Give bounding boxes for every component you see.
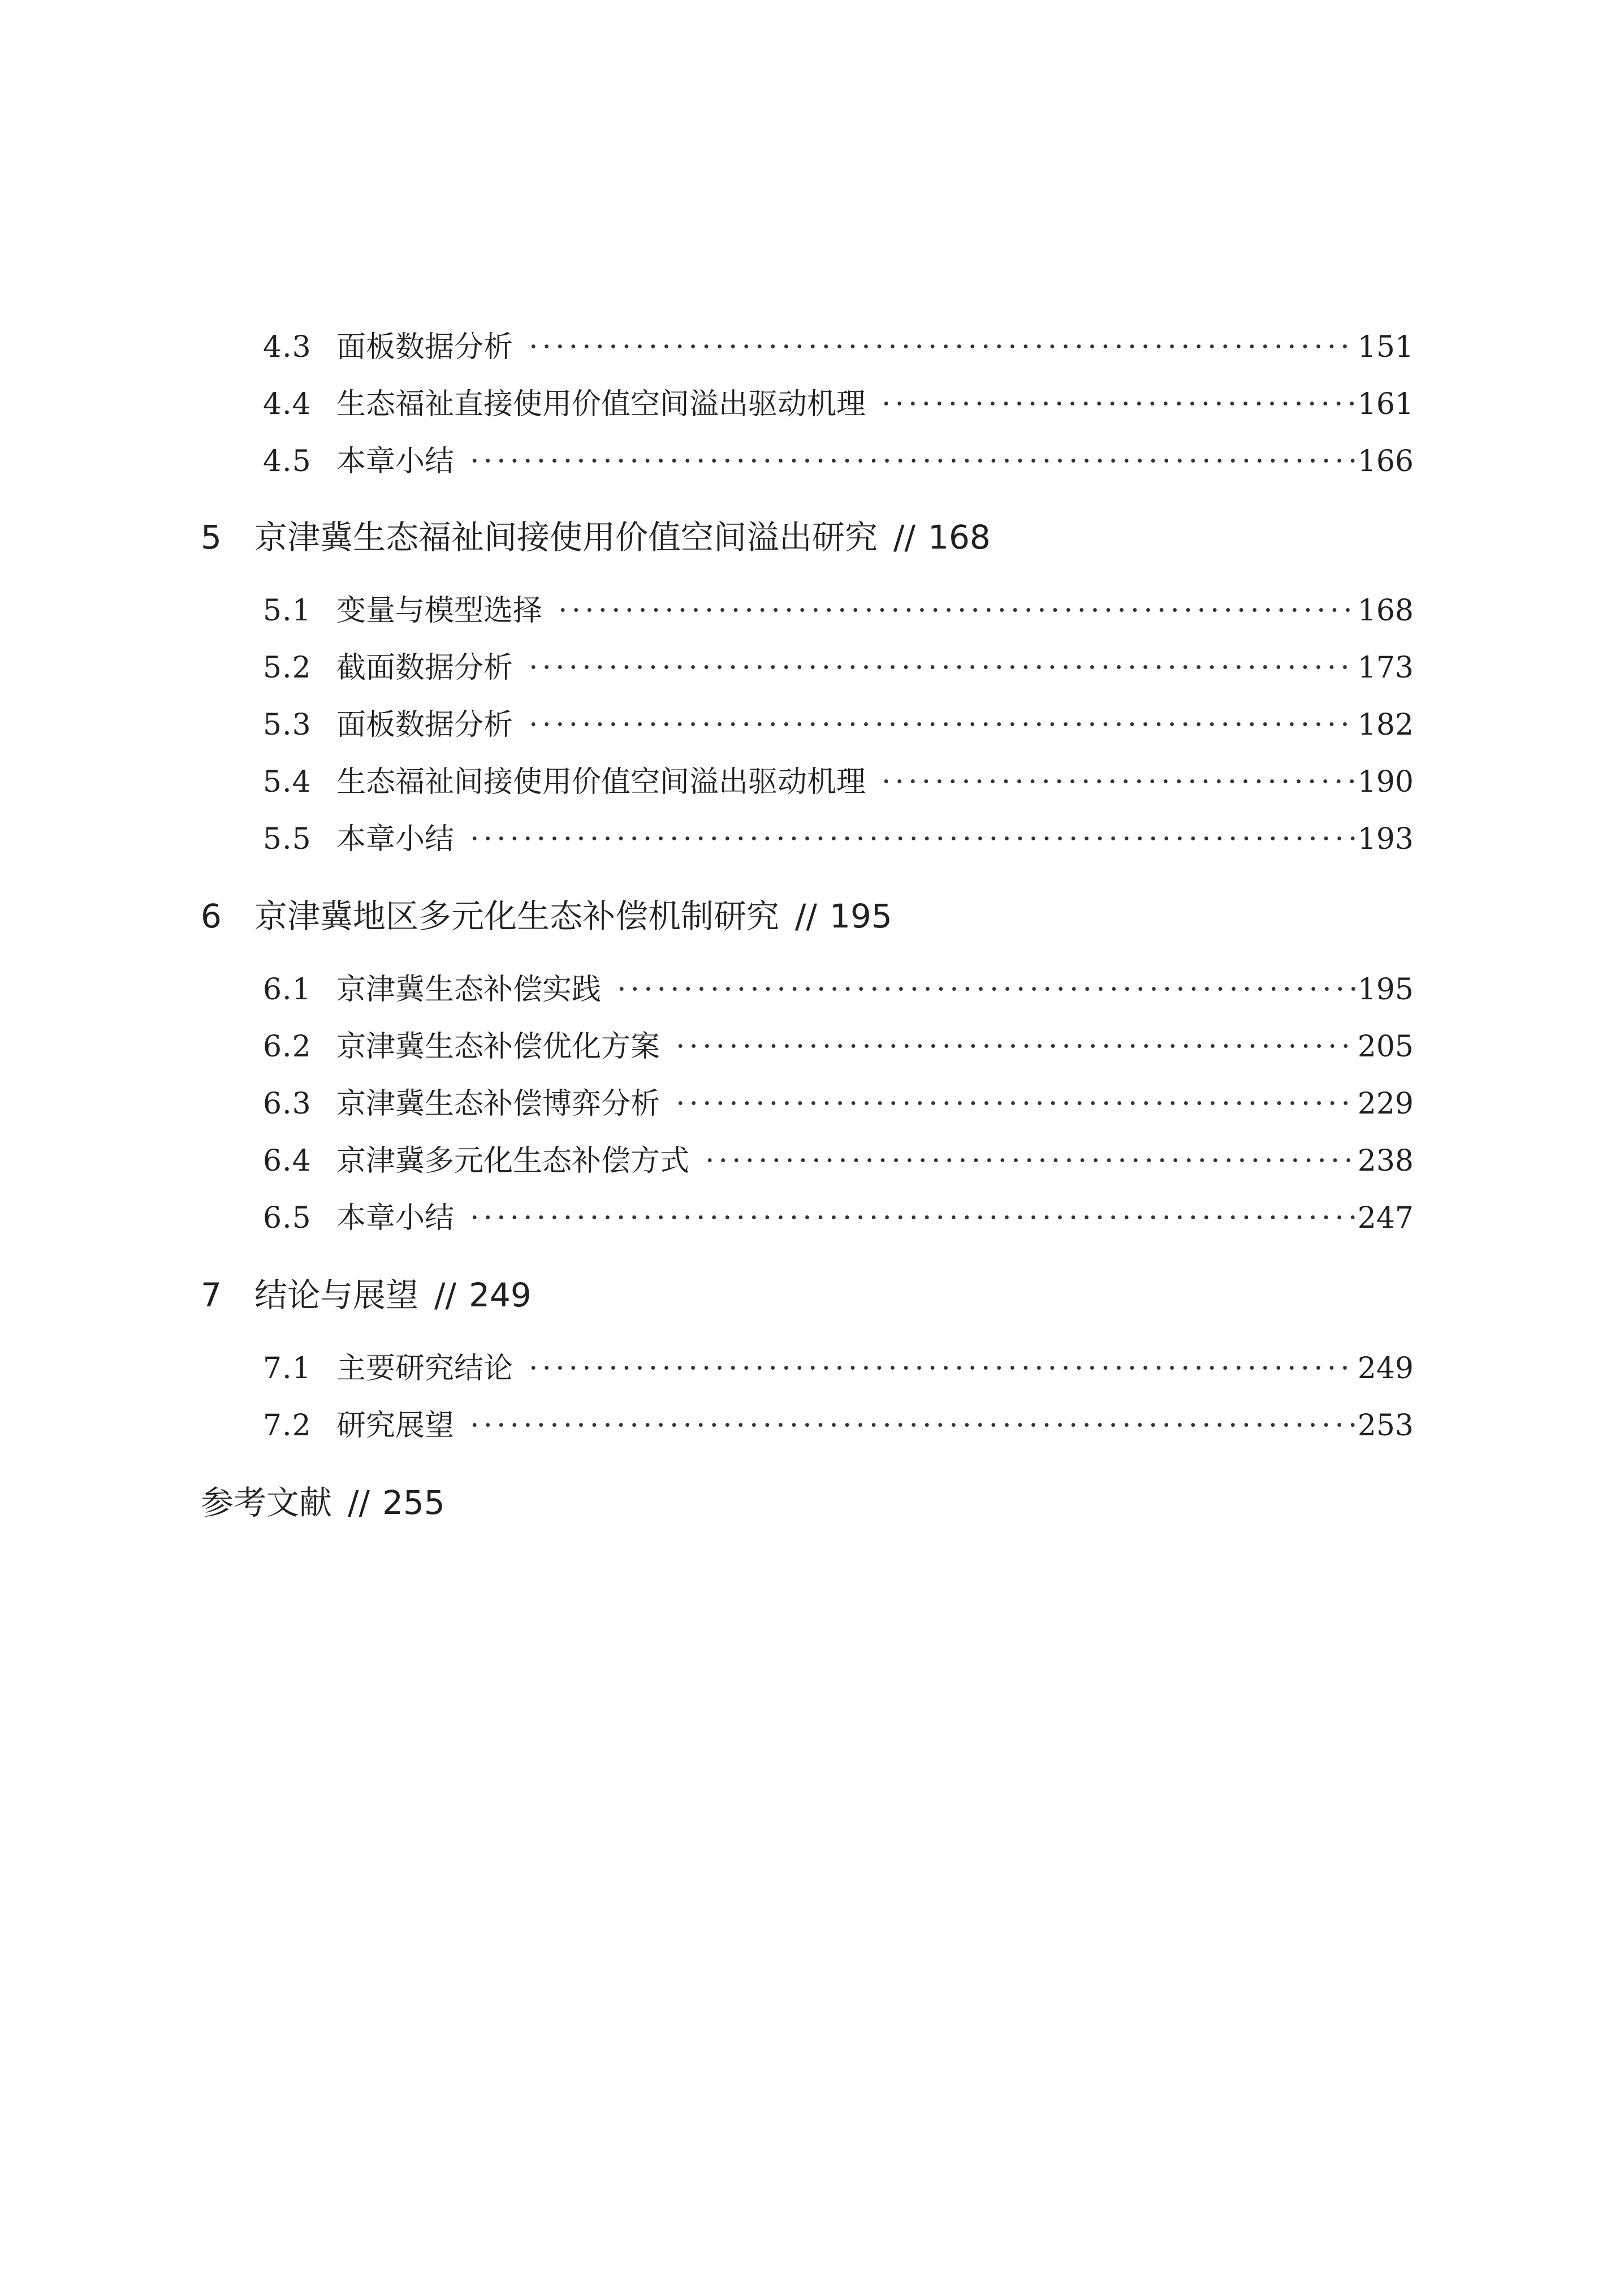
section-title: 主要研究结论 (336, 1352, 513, 1386)
toc-entry-4-4[interactable] (263, 382, 1414, 427)
toc-entry-5-2[interactable] (263, 645, 1414, 691)
toc-entry-4-5[interactable] (263, 439, 1414, 484)
toc-chapter-6[interactable] (201, 891, 892, 942)
page-number: 193 (1357, 822, 1414, 856)
references-separator: // (348, 1483, 370, 1522)
dot-leader (470, 817, 1355, 862)
toc-entry-6-2[interactable] (263, 1024, 1414, 1069)
section-title: 京津冀生态补偿实践 (336, 973, 602, 1007)
section-title: 本章小结 (336, 445, 455, 478)
toc-entry-6-3[interactable] (263, 1081, 1414, 1127)
chapter-number: 5 (201, 518, 222, 556)
section-title: 面板数据分析 (336, 708, 513, 742)
section-number: 6.2 (263, 1030, 312, 1064)
dot-leader (882, 382, 1355, 427)
toc-entry-5-1[interactable] (263, 588, 1414, 633)
toc-entry-7-2[interactable] (263, 1403, 1414, 1448)
toc-chapter-7[interactable] (201, 1270, 532, 1321)
toc-references[interactable] (201, 1477, 445, 1528)
page-number: 161 (1357, 387, 1414, 421)
section-number: 5.4 (263, 765, 312, 799)
page-number: 190 (1357, 765, 1414, 799)
dot-leader (617, 967, 1355, 1012)
section-number: 4.5 (263, 445, 312, 478)
references-title: 参考文献 (201, 1483, 332, 1522)
section-number: 5.1 (263, 594, 312, 628)
section-title: 京津冀生态补偿博弈分析 (336, 1087, 660, 1121)
dot-leader (470, 1403, 1355, 1448)
section-number: 5.3 (263, 708, 312, 742)
section-title: 研究展望 (336, 1409, 455, 1443)
page-number: 253 (1357, 1409, 1414, 1443)
page-number: 249 (1357, 1352, 1414, 1386)
chapter-page: 168 (928, 518, 991, 556)
dot-leader (882, 760, 1355, 805)
toc-entry-6-5[interactable] (263, 1196, 1414, 1241)
dot-leader (558, 588, 1355, 633)
chapter-separator: // (795, 897, 818, 935)
dot-leader (529, 325, 1355, 370)
dot-leader (470, 1196, 1355, 1241)
page-number: 195 (1357, 973, 1414, 1007)
section-title: 变量与模型选择 (336, 594, 543, 628)
section-title: 京津冀生态补偿优化方案 (336, 1030, 660, 1064)
toc-entry-4-3[interactable] (263, 325, 1414, 370)
references-page: 255 (382, 1483, 445, 1522)
section-title: 生态福祉间接使用价值空间溢出驱动机理 (336, 765, 866, 799)
section-number: 7.2 (263, 1409, 312, 1443)
page-number: 205 (1357, 1030, 1414, 1064)
dot-leader (470, 439, 1355, 484)
section-number: 7.1 (263, 1352, 312, 1386)
dot-leader (529, 1346, 1355, 1391)
section-number: 6.3 (263, 1087, 312, 1121)
page-number: 151 (1357, 330, 1414, 364)
toc-chapter-5[interactable] (201, 512, 991, 563)
section-number: 4.3 (263, 330, 312, 364)
toc-entry-5-5[interactable] (263, 817, 1414, 862)
dot-leader (529, 645, 1355, 691)
chapter-title: 结论与展望 (254, 1276, 419, 1314)
chapter-title: 京津冀地区多元化生态补偿机制研究 (254, 897, 780, 935)
section-number: 5.2 (263, 651, 312, 685)
section-title: 截面数据分析 (336, 651, 513, 685)
dot-leader (529, 702, 1355, 748)
section-title: 生态福祉直接使用价值空间溢出驱动机理 (336, 387, 866, 421)
dot-leader (705, 1138, 1355, 1184)
section-number: 4.4 (263, 387, 312, 421)
chapter-number: 6 (201, 897, 222, 935)
section-title: 本章小结 (336, 822, 455, 856)
section-title: 京津冀多元化生态补偿方式 (336, 1144, 690, 1178)
page-number: 166 (1357, 445, 1414, 478)
section-number: 5.5 (263, 822, 312, 856)
dot-leader (676, 1081, 1355, 1127)
dot-leader (676, 1024, 1355, 1069)
section-number: 6.4 (263, 1144, 312, 1178)
toc-entry-6-1[interactable] (263, 967, 1414, 1012)
chapter-page: 249 (469, 1276, 532, 1314)
page-number: 229 (1357, 1087, 1414, 1121)
section-number: 6.1 (263, 973, 312, 1007)
toc-entry-7-1[interactable] (263, 1346, 1414, 1391)
section-title: 面板数据分析 (336, 330, 513, 364)
chapter-page: 195 (830, 897, 892, 935)
section-title: 本章小结 (336, 1201, 455, 1235)
section-number: 6.5 (263, 1201, 312, 1235)
chapter-separator: // (434, 1276, 457, 1314)
toc-entry-5-4[interactable] (263, 760, 1414, 805)
page-number: 247 (1357, 1201, 1414, 1235)
page-number: 173 (1357, 651, 1414, 685)
toc-entry-5-3[interactable] (263, 702, 1414, 748)
chapter-number: 7 (201, 1276, 222, 1314)
page-number: 238 (1357, 1144, 1414, 1178)
page-number: 182 (1357, 708, 1414, 742)
page-number: 168 (1357, 594, 1414, 628)
toc-entry-6-4[interactable] (263, 1138, 1414, 1184)
chapter-separator: // (893, 518, 916, 556)
chapter-title: 京津冀生态福祉间接使用价值空间溢出研究 (254, 518, 878, 556)
